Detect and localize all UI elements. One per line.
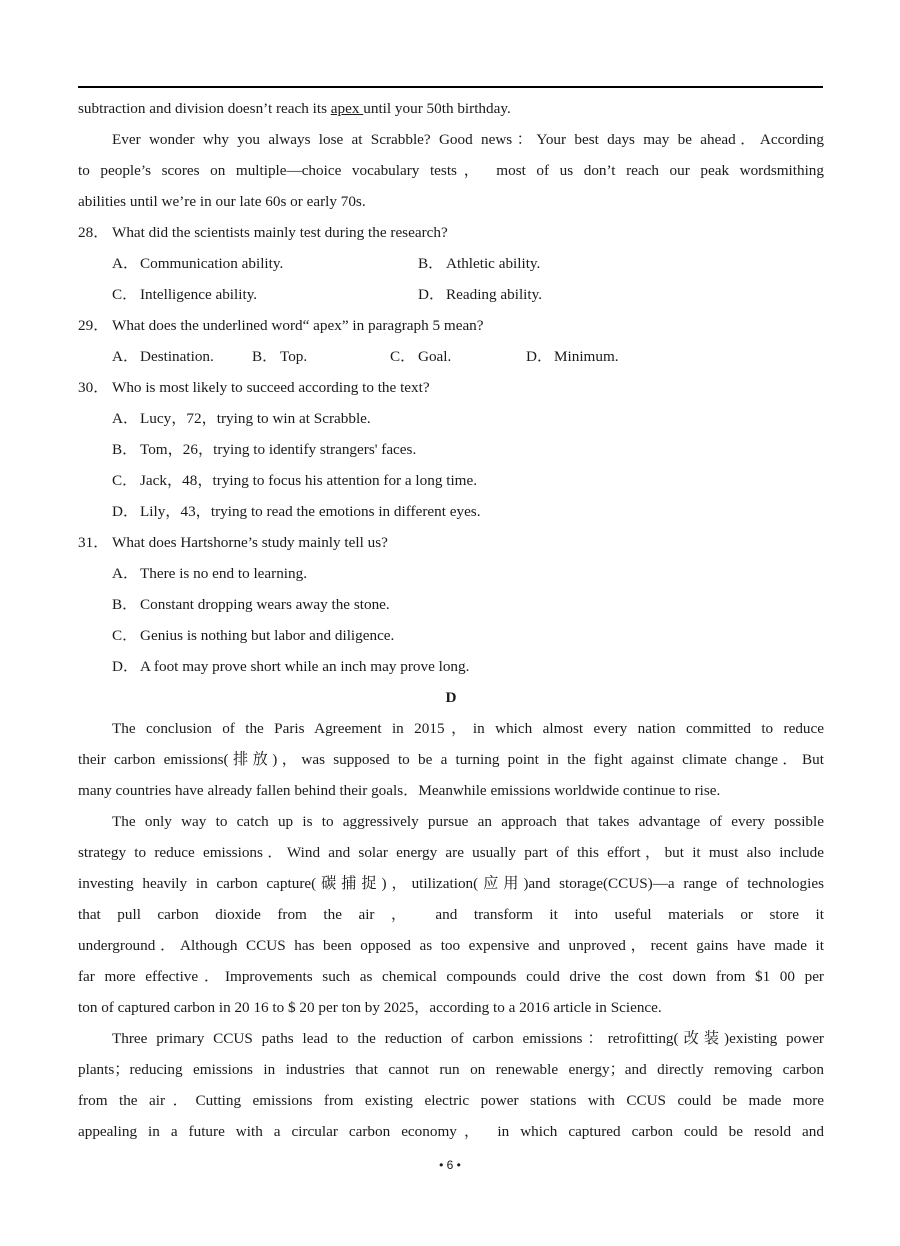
option-b[interactable]: B． Constant dropping wears away the stone. [112, 596, 390, 613]
passage-d-paragraph-1 [78, 713, 824, 806]
option-d[interactable]: D． Reading ability. [418, 286, 543, 303]
page-number: • 6 • [439, 1158, 461, 1172]
question-number: 31． [78, 534, 109, 551]
option-d[interactable]: D． Minimum. [526, 348, 619, 365]
options-row [78, 279, 824, 310]
continuation-line [78, 93, 824, 124]
paragraph-line: many countries have already fallen behind their goals．Meanwhile emissions worldwide continue to rise. [78, 782, 721, 799]
option-c[interactable]: C． Goal. [390, 348, 452, 365]
paragraph-line: strategy to reduce emissions．Wind and solar energy are usually part of this effort，but it must also include [78, 844, 824, 861]
options-row [78, 341, 824, 372]
paragraph-line: The conclusion of the Paris Agreement in 2015，in which almost every nation committed to reduce [112, 720, 824, 737]
question-29 [78, 310, 824, 341]
option-c[interactable]: C． Jack，48，trying to focus his attention for a long time. [112, 472, 478, 489]
section-title-d: D [445, 689, 457, 706]
paragraph-line: investing heavily in carbon capture(碳捕捉)，utilization(应用)and storage(CCUS)—a range of technologies [78, 875, 824, 892]
paragraph-line: that pull carbon dioxide from the air ， and transform it into useful materials or store it [78, 906, 824, 923]
continuation-text-before: subtraction and division doesn’t reach its [78, 100, 331, 117]
question-31 [78, 527, 824, 558]
question-stem: Who is most likely to succeed according to the text? [112, 379, 430, 396]
options-row [78, 248, 824, 279]
paragraph-line: abilities until we’re in our late 60s or early 70s. [78, 193, 366, 210]
paragraph-line: Three primary CCUS paths lead to the reduction of carbon emissions：retrofitting(改装)existing power [112, 1030, 824, 1047]
paragraph-line: far more effective．Improvements such as chemical compounds could drive the cost down from $1 00 per [78, 968, 824, 985]
option-a[interactable]: A． Lucy，72，trying to win at Scrabble. [112, 410, 371, 427]
option-b[interactable]: B． Top. [252, 348, 308, 365]
question-number: 30． [78, 379, 109, 396]
underlined-word-apex: apex [330, 100, 364, 117]
question-number: 28． [78, 224, 109, 241]
option-c[interactable]: C． Intelligence ability. [112, 286, 258, 303]
option-d[interactable]: D． A foot may prove short while an inch may prove long. [112, 658, 470, 675]
paragraph-line: plants；reducing emissions in industries that cannot run on renewable energy；and directly removing carbon [78, 1061, 824, 1078]
question-stem: What did the scientists mainly test during the research? [112, 224, 448, 241]
option-c[interactable]: C． Genius is nothing but labor and diligence. [112, 627, 395, 644]
question-stem: What does Hartshorne’s study mainly tell us? [112, 534, 388, 551]
continuation-text-after: until your 50th birthday. [363, 100, 511, 117]
paragraph-line: appealing in a future with a circular carbon economy， in which captured carbon could be resold and [78, 1123, 824, 1140]
option-a[interactable]: A． Communication ability. [112, 255, 284, 272]
passage-d-paragraph-3 [78, 1023, 824, 1147]
header-rule [78, 86, 823, 88]
option-d[interactable]: D． Lily，43，trying to read the emotions in different eyes. [112, 503, 481, 520]
option-b[interactable]: B． Tom，26，trying to identify strangers' faces. [112, 441, 417, 458]
paragraph-line: Ever wonder why you always lose at Scrabble? Good news：Your best days may be ahead．According [112, 131, 824, 148]
option-a[interactable]: A． Destination. [112, 348, 214, 365]
question-stem: What does the underlined word“ apex” in paragraph 5 mean? [112, 317, 484, 334]
paragraph-line: The only way to catch up is to aggressively pursue an approach that takes advantage of every possible [112, 813, 824, 830]
question-28 [78, 217, 824, 248]
question-number: 29． [78, 317, 109, 334]
question-30 [78, 372, 824, 403]
option-a[interactable]: A． There is no end to learning. [112, 565, 308, 582]
page-content [78, 93, 824, 1147]
option-b[interactable]: B． Athletic ability. [418, 255, 541, 272]
passage-d-paragraph-2 [78, 806, 824, 1023]
paragraph-line: their carbon emissions(排放)，was supposed to be a turning point in the fight against climate change．But [78, 751, 824, 768]
paragraph-line: to people’s scores on multiple—choice vocabulary tests， most of us don’t reach our peak wordsmithing [78, 162, 824, 179]
paragraph-line: ton of captured carbon in 20 16 to $ 20 per ton by 2025，according to a 2016 article in Science. [78, 999, 662, 1016]
paragraph-line: from the air．Cutting emissions from existing electric power stations with CCUS could be made more [78, 1092, 824, 1109]
paragraph-line: underground．Although CCUS has been opposed as too expensive and unproved，recent gains have made it [78, 937, 824, 954]
